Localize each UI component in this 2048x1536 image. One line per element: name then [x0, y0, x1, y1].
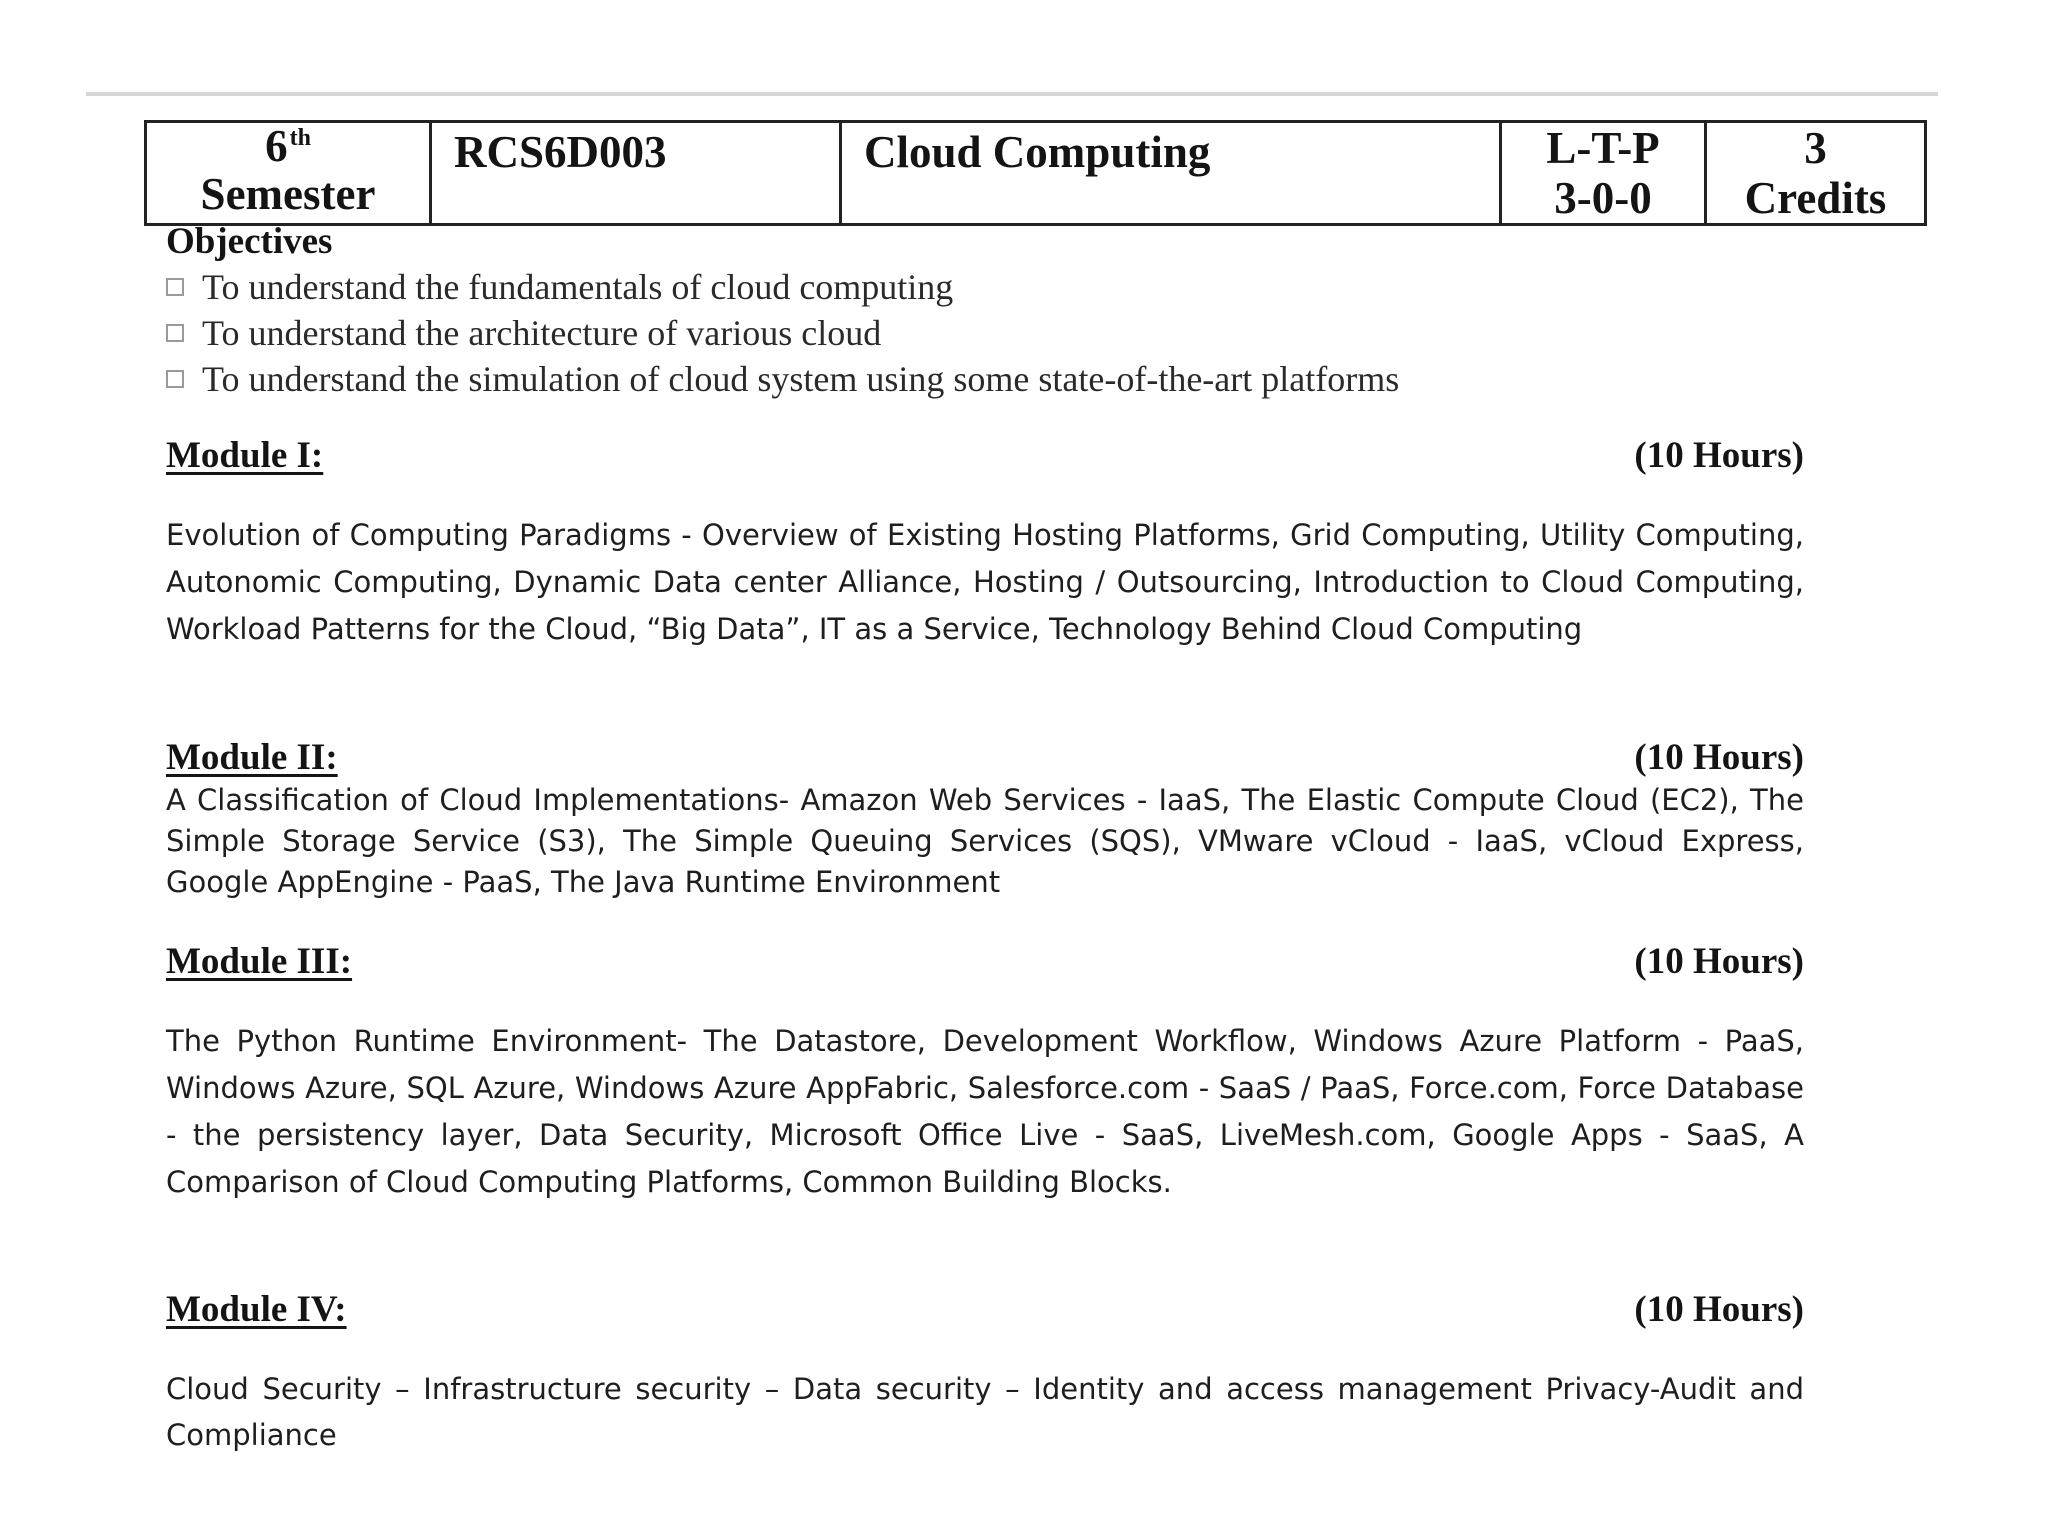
semester-suffix: th [289, 125, 311, 151]
checkbox-icon [166, 370, 184, 388]
module-header [166, 434, 1804, 478]
checkbox-icon [166, 278, 184, 296]
ltp-label: L-T-P [1546, 123, 1660, 173]
module-title: Module IV: [166, 1289, 347, 1330]
module-2 [166, 736, 1804, 903]
ltp-value: 3-0-0 [1554, 173, 1652, 223]
objective-item [166, 310, 1726, 356]
module-content: A Classification of Cloud Implementations- Amazon Web Services - IaaS, The Elastic Compute Cloud (EC2), The Simple Storage Service (S3), The Simple Queuing Services (SQS), VMware vCloud - IaaS, vCloud Express, Google AppEngine - PaaS, The Java Runtime Environment [166, 783, 1804, 899]
module-1 [166, 434, 1804, 653]
semester-number: 6th [265, 121, 311, 171]
semester-cell [146, 122, 431, 225]
module-content: Evolution of Computing Paradigms - Overview of Existing Hosting Platforms, Grid Computing, Utility Computing, Autonomic Computing, Dynamic Data center Alliance, Hosting / Outsourcing, Introduction to Cloud Computing, Workload Patterns for the Cloud, “Big Data”, IT as a Service, Technology Behind Cloud Computing [166, 518, 1804, 646]
objectives-section [166, 220, 1726, 402]
module-title: Module I: [166, 435, 324, 476]
objective-item [166, 264, 1726, 310]
module-content: The Python Runtime Environment- The Datastore, Development Workflow, Windows Azure Platform - PaaS, Windows Azure, SQL Azure, Windows Azure AppFabric, Salesforce.com - SaaS / PaaS, Force.com, Force Database - the persistency layer, Data Security, Microsoft Office Live - SaaS, LiveMesh.com, Google Apps - SaaS, A Comparison of Cloud Computing Platforms, Common Building Blocks. [166, 1024, 1804, 1199]
course-title: Cloud Computing [841, 122, 1501, 225]
checkbox-icon [166, 324, 184, 342]
module-title: Module II: [166, 737, 338, 778]
objective-item [166, 356, 1726, 402]
module-header [166, 940, 1804, 984]
objective-text: To understand the fundamentals of cloud computing [202, 267, 954, 307]
objective-text: To understand the architecture of various cloud [202, 313, 882, 353]
module-content: Cloud Security – Infrastructure security – Data security – Identity and access management Privacy-Audit and Compliance [166, 1372, 1804, 1452]
module-header [166, 1288, 1804, 1332]
semester-word: Semester [200, 169, 376, 219]
objectives-heading: Objectives [166, 221, 333, 262]
module-3 [166, 940, 1804, 1206]
course-header-table [144, 120, 1927, 226]
objective-text: To understand the simulation of cloud system using some state-of-the-art platforms [202, 359, 1400, 399]
top-divider [86, 92, 1938, 96]
module-hours: (10 Hours) [1634, 435, 1804, 476]
credits-cell [1706, 122, 1926, 225]
module-header [166, 736, 1804, 780]
ltp-cell [1501, 122, 1706, 225]
module-hours: (10 Hours) [1634, 941, 1804, 982]
module-hours: (10 Hours) [1634, 737, 1804, 778]
credits-word: Credits [1744, 173, 1887, 223]
course-code: RCS6D003 [431, 122, 841, 225]
module-4 [166, 1288, 1804, 1458]
course-header-row [146, 122, 1926, 225]
module-title: Module III: [166, 941, 353, 982]
credits-number: 3 [1804, 123, 1827, 173]
module-hours: (10 Hours) [1634, 1289, 1804, 1330]
